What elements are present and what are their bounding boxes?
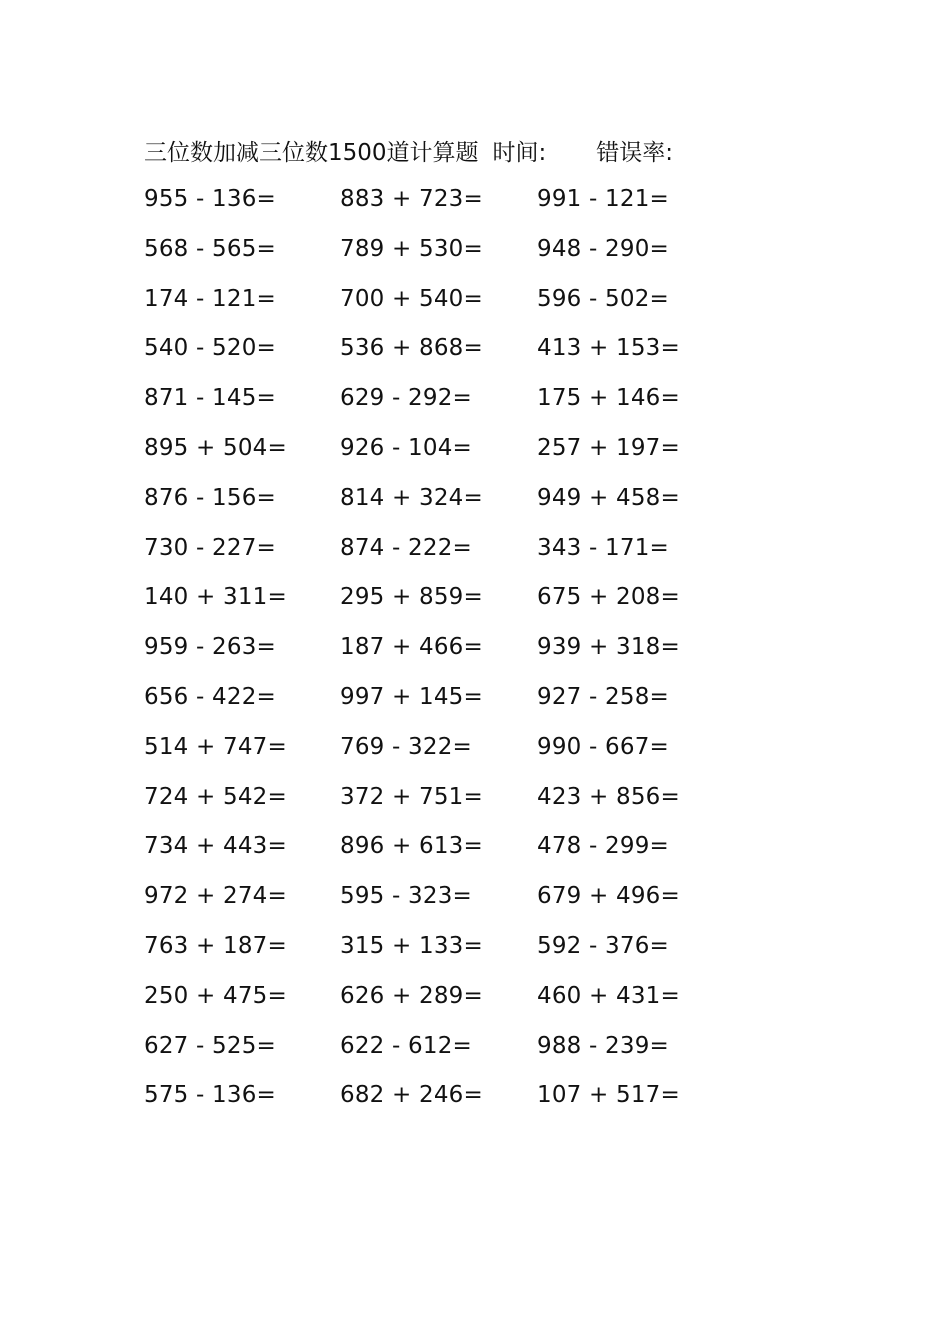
math-problem: 575 - 136= [144, 1082, 276, 1109]
worksheet-header [144, 133, 673, 167]
math-problem: 730 - 227= [144, 534, 276, 561]
math-problem: 372 + 751= [340, 783, 483, 810]
math-problem: 926 - 104= [340, 434, 472, 461]
math-problem: 423 + 856= [537, 783, 680, 810]
math-problem: 514 + 747= [144, 733, 287, 760]
math-problem: 413 + 153= [537, 335, 680, 362]
math-problem: 789 + 530= [340, 235, 483, 262]
math-problem: 734 + 443= [144, 833, 287, 860]
math-problem: 871 - 145= [144, 385, 276, 412]
math-problem: 990 - 667= [537, 733, 669, 760]
math-problem: 700 + 540= [340, 285, 483, 312]
math-problem: 959 - 263= [144, 634, 276, 661]
math-problem: 107 + 517= [537, 1082, 680, 1109]
math-problem: 895 + 504= [144, 434, 287, 461]
math-problem: 763 + 187= [144, 932, 287, 959]
math-problem: 596 - 502= [537, 285, 669, 312]
math-problem: 769 - 322= [340, 733, 472, 760]
math-problem: 948 - 290= [537, 235, 669, 262]
math-problem: 540 - 520= [144, 335, 276, 362]
math-problem: 988 - 239= [537, 1032, 669, 1059]
math-problem: 315 + 133= [340, 932, 483, 959]
math-problem: 460 + 431= [537, 982, 680, 1009]
math-problem: 295 + 859= [340, 584, 483, 611]
math-problem: 997 + 145= [340, 683, 483, 710]
math-problem: 675 + 208= [537, 584, 680, 611]
math-problem: 629 - 292= [340, 385, 472, 412]
math-problem: 896 + 613= [340, 833, 483, 860]
math-problem: 536 + 868= [340, 335, 483, 362]
time-label: 时间: [492, 139, 547, 166]
math-problem: 595 - 323= [340, 883, 472, 910]
math-problem: 876 - 156= [144, 484, 276, 511]
math-problem: 175 + 146= [537, 385, 680, 412]
math-problem: 679 + 496= [537, 883, 680, 910]
math-problem: 939 + 318= [537, 634, 680, 661]
math-problem: 883 + 723= [340, 186, 483, 212]
math-problem: 343 - 171= [537, 534, 669, 561]
problem-grid [144, 182, 737, 1128]
math-problem: 140 + 311= [144, 584, 287, 611]
math-problem: 592 - 376= [537, 932, 669, 959]
math-problem: 927 - 258= [537, 683, 669, 710]
math-problem: 991 - 121= [537, 186, 669, 212]
error-rate-label: 错误率: [596, 139, 674, 166]
math-problem: 257 + 197= [537, 434, 680, 461]
math-problem: 568 - 565= [144, 235, 276, 262]
math-problem: 724 + 542= [144, 783, 287, 810]
math-problem: 627 - 525= [144, 1032, 276, 1059]
math-problem: 250 + 475= [144, 982, 287, 1009]
math-problem: 622 - 612= [340, 1032, 472, 1059]
math-problem: 955 - 136= [144, 186, 276, 212]
math-problem: 174 - 121= [144, 285, 276, 312]
math-problem: 626 + 289= [340, 982, 483, 1009]
worksheet-title: 三位数加减三位数1500道计算题 [144, 139, 479, 166]
math-problem: 949 + 458= [537, 484, 680, 511]
math-problem: 478 - 299= [537, 833, 669, 860]
math-problem: 972 + 274= [144, 883, 287, 910]
math-problem: 656 - 422= [144, 683, 276, 710]
math-problem: 187 + 466= [340, 634, 483, 661]
math-problem: 682 + 246= [340, 1082, 483, 1109]
math-problem: 814 + 324= [340, 484, 483, 511]
math-problem: 874 - 222= [340, 534, 472, 561]
